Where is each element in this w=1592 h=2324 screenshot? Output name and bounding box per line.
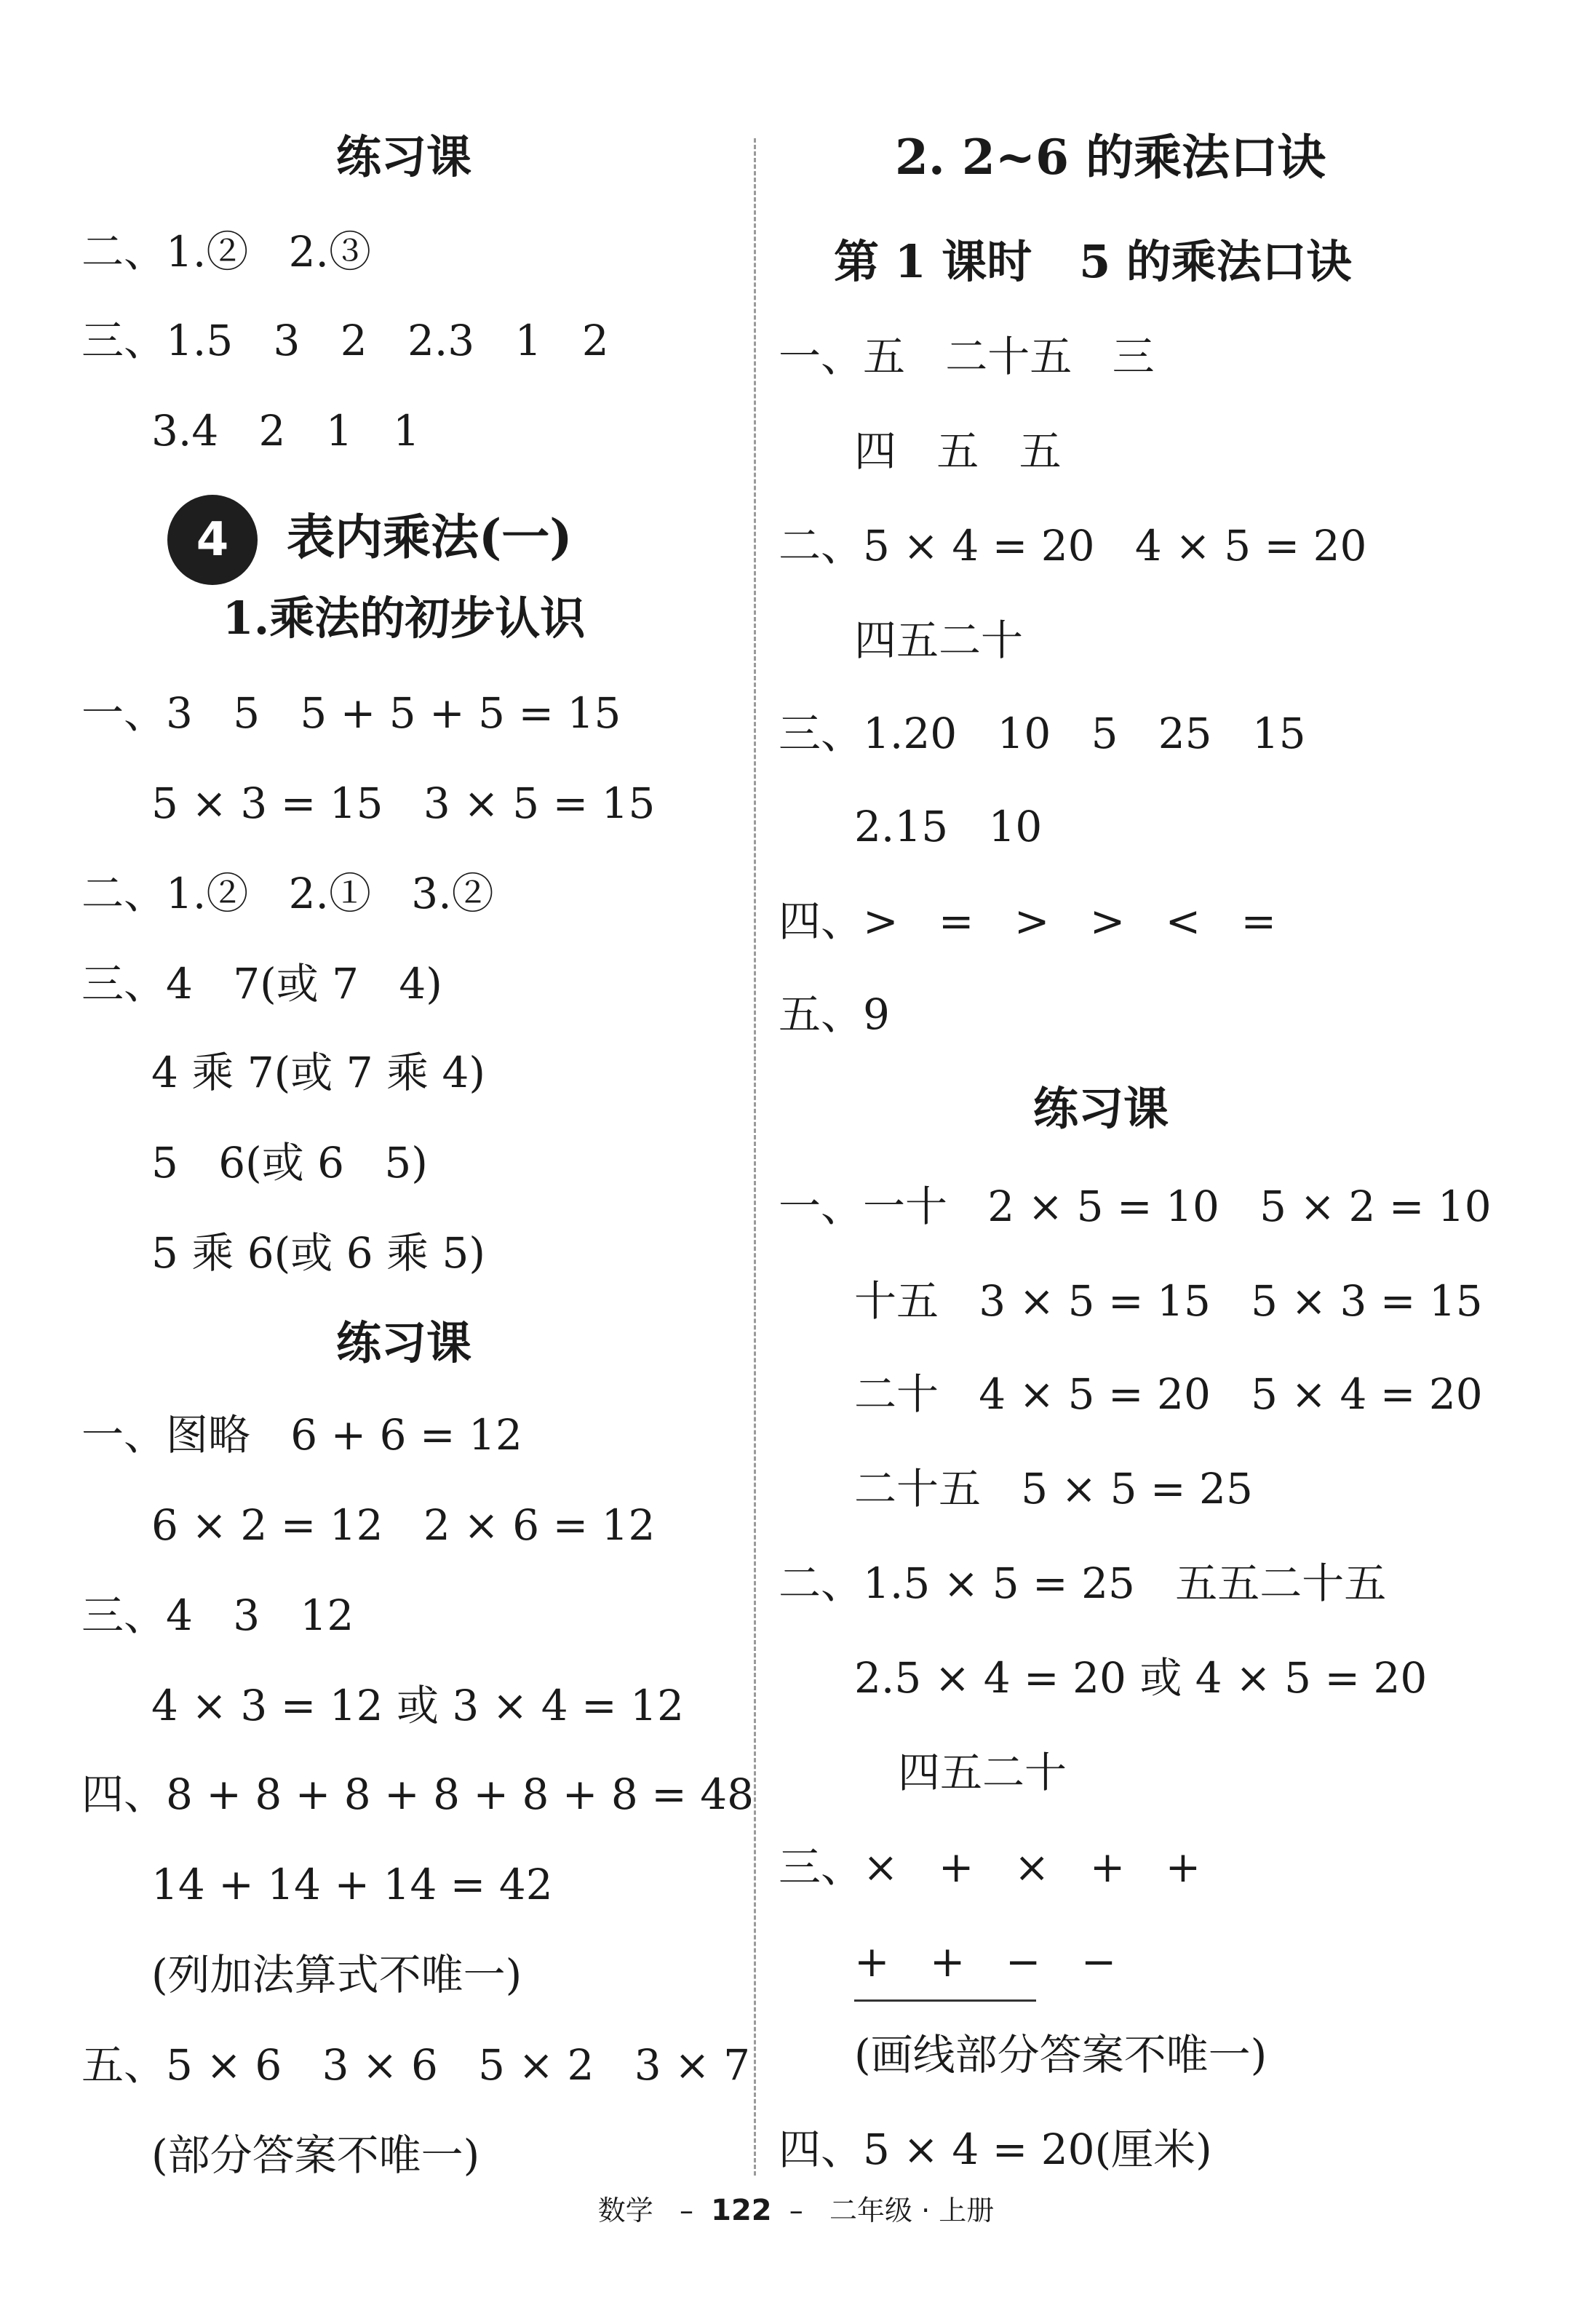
- answer-line: 2.15 10: [854, 802, 1043, 851]
- answer-line: 二、5 × 4 = 20 4 × 5 = 20: [779, 521, 1367, 570]
- answer-line: 一、一十 2 × 5 = 10 5 × 2 = 10: [779, 1182, 1492, 1231]
- footer-grade: 二年级 · 上册: [829, 2194, 995, 2226]
- answer-line: 3.4 2 1 1: [151, 406, 420, 455]
- section-title-multiplication-intro: 1.乘法的初步认识: [222, 592, 586, 645]
- answer-line: 二十 4 × 5 = 20 5 × 4 = 20: [854, 1369, 1483, 1419]
- section-heading-practice-2: 练习课: [335, 1316, 471, 1369]
- answer-line: 5 乘 6(或 6 乘 5): [151, 1228, 486, 1278]
- section-heading-practice-1: 练习课: [335, 130, 471, 183]
- answer-line: 四五二十: [854, 616, 1024, 665]
- answer-line: 十五 3 × 5 = 15 5 × 3 = 15: [854, 1276, 1483, 1326]
- answer-line: 4 乘 7(或 7 乘 4): [151, 1048, 486, 1097]
- answer-line: 二、1.5 × 5 = 25 五五二十五: [779, 1559, 1387, 1608]
- answer-line: 6 × 2 = 12 2 × 6 = 12: [151, 1500, 656, 1550]
- answer-underline: [854, 1999, 1036, 2002]
- answer-line: 五、9: [779, 990, 890, 1039]
- answer-line: 三、× + × + +: [779, 1842, 1201, 1892]
- answer-line: 四、8 + 8 + 8 + 8 + 8 + 8 = 48: [81, 1770, 755, 1819]
- answer-line: 5 6(或 6 5): [151, 1138, 428, 1187]
- answer-line: 5 × 3 = 15 3 × 5 = 15: [151, 779, 656, 828]
- answer-line: 14 + 14 + 14 = 42: [151, 1860, 553, 1909]
- footer-subject: 数学: [597, 2194, 653, 2226]
- answer-line: 三、4 3 12: [81, 1591, 354, 1640]
- page-number: 122: [711, 2194, 772, 2227]
- answer-line: 四、> = > > < =: [779, 896, 1277, 946]
- answer-line: 一、五 二十五 三: [779, 332, 1155, 381]
- page-footer: 数学 – 122 – 二年级 · 上册: [597, 2194, 995, 2227]
- answer-line: 四、5 × 4 = 20(厘米): [779, 2125, 1212, 2174]
- answer-line-underlined: + + − −: [854, 1937, 1117, 1986]
- answer-line: 四五二十: [898, 1748, 1067, 1797]
- unit-number-badge: 4: [167, 495, 258, 585]
- answer-line: 二、1.② 2.① 3.②: [81, 869, 494, 918]
- section-title-multiplication-table: 2. 2~6 的乘法口诀: [895, 129, 1326, 186]
- answer-note: (部分答案不唯一): [151, 2130, 480, 2180]
- unit-title: 表内乘法(一): [287, 509, 573, 565]
- answer-note: (列加法算式不唯一): [151, 1950, 522, 1999]
- answer-line: 二十五 5 × 5 = 25: [854, 1464, 1253, 1513]
- answer-line: 二、1.② 2.③: [81, 227, 371, 276]
- answer-line: 一、图略 6 + 6 = 12: [81, 1410, 522, 1460]
- section-heading-practice-3: 练习课: [1033, 1082, 1169, 1135]
- answer-line: 五、5 × 6 3 × 6 5 × 2 3 × 7: [81, 2040, 751, 2090]
- answer-line: 4 × 3 = 12 或 3 × 4 = 12: [151, 1681, 684, 1730]
- answer-line: 四 五 五: [854, 426, 1062, 476]
- answer-line: 三、4 7(或 7 4): [81, 959, 442, 1008]
- answer-line: 2.5 × 4 = 20 或 4 × 5 = 20: [854, 1653, 1428, 1703]
- lesson-title: 第 1 课时 5 的乘法口诀: [834, 235, 1352, 288]
- answer-note: (画线部分答案不唯一): [854, 2030, 1267, 2080]
- column-divider: [754, 138, 756, 2176]
- answer-line: 三、1.20 10 5 25 15: [779, 709, 1306, 758]
- answer-line: 一、3 5 5 + 5 + 5 = 15: [81, 688, 621, 738]
- answer-line: 三、1.5 3 2 2.3 1 2: [81, 316, 609, 365]
